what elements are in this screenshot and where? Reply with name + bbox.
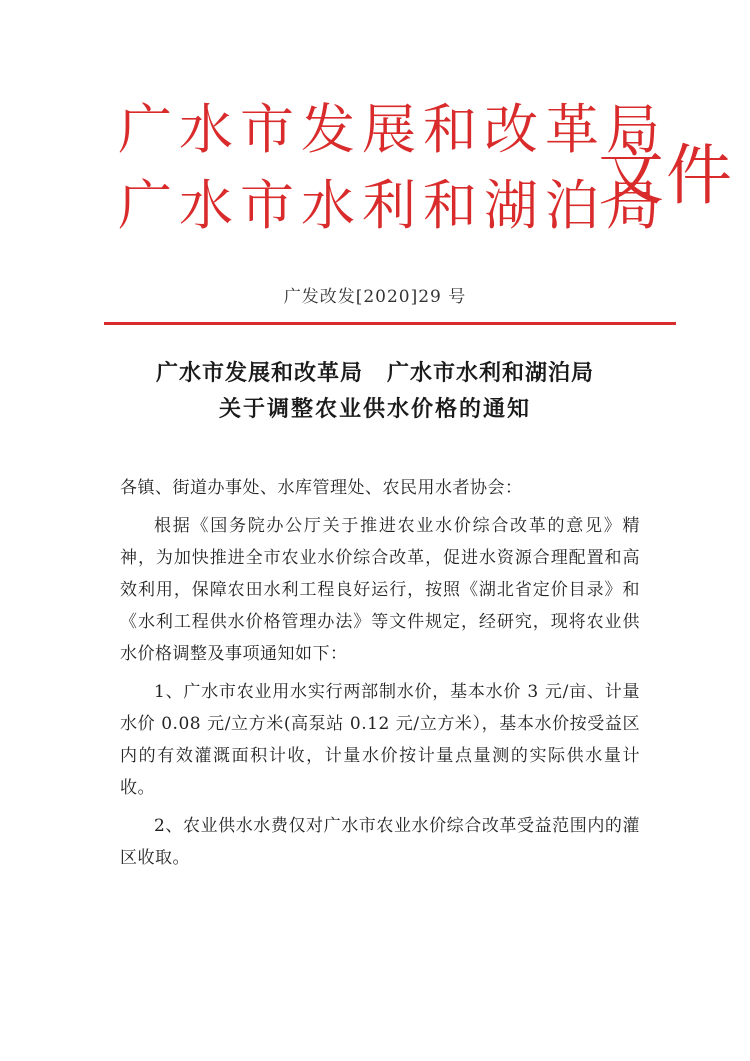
- issuer-name-2: 广水市水利和湖泊局: [118, 174, 667, 237]
- title-issuer-2: 广水市水利和湖泊局: [387, 360, 595, 386]
- notice-body: [120, 472, 640, 874]
- notice-title-line-1: [0, 356, 750, 387]
- document-number: 广发改发[2020]29 号: [283, 287, 467, 307]
- notice-title-line-2: 关于调整农业供水价格的通知: [218, 396, 531, 422]
- body-paragraph: 1、广水市农业用水实行两部制水价，基本水价 3 元/亩、计量水价 0.08 元/立方米(高泵站 0.12 元/立方米），基本水价按受益区内的有效灌溉面积计收，计量水价按计量点量测的实际供水量计收。: [120, 682, 640, 798]
- body-paragraph: 根据《国务院办公厅关于推进农业水价综合改革的意见》精神，为加快推进全市农业水价综合改革，促进水资源合理配置和高效利用，保障农田水利工程良好运行，按照《湖北省定价目录》和《水利工程供水价格管理办法》等文件规定，经研究，现将农业供水价格调整及事项通知如下：: [120, 516, 640, 664]
- addressee: 各镇、街道办事处、水库管理处、农民用水者协会：: [120, 478, 523, 498]
- red-separator-line: [104, 322, 676, 325]
- title-issuer-1: 广水市发展和改革局: [155, 360, 363, 386]
- body-paragraph: 2、农业供水水费仅对广水市农业水价综合改革受益范围内的灌区收取。: [120, 816, 640, 868]
- issuer-name-1: 广水市发展和改革局: [118, 98, 667, 161]
- issuer-header: [118, 98, 734, 250]
- document-suffix: 文件: [598, 137, 734, 214]
